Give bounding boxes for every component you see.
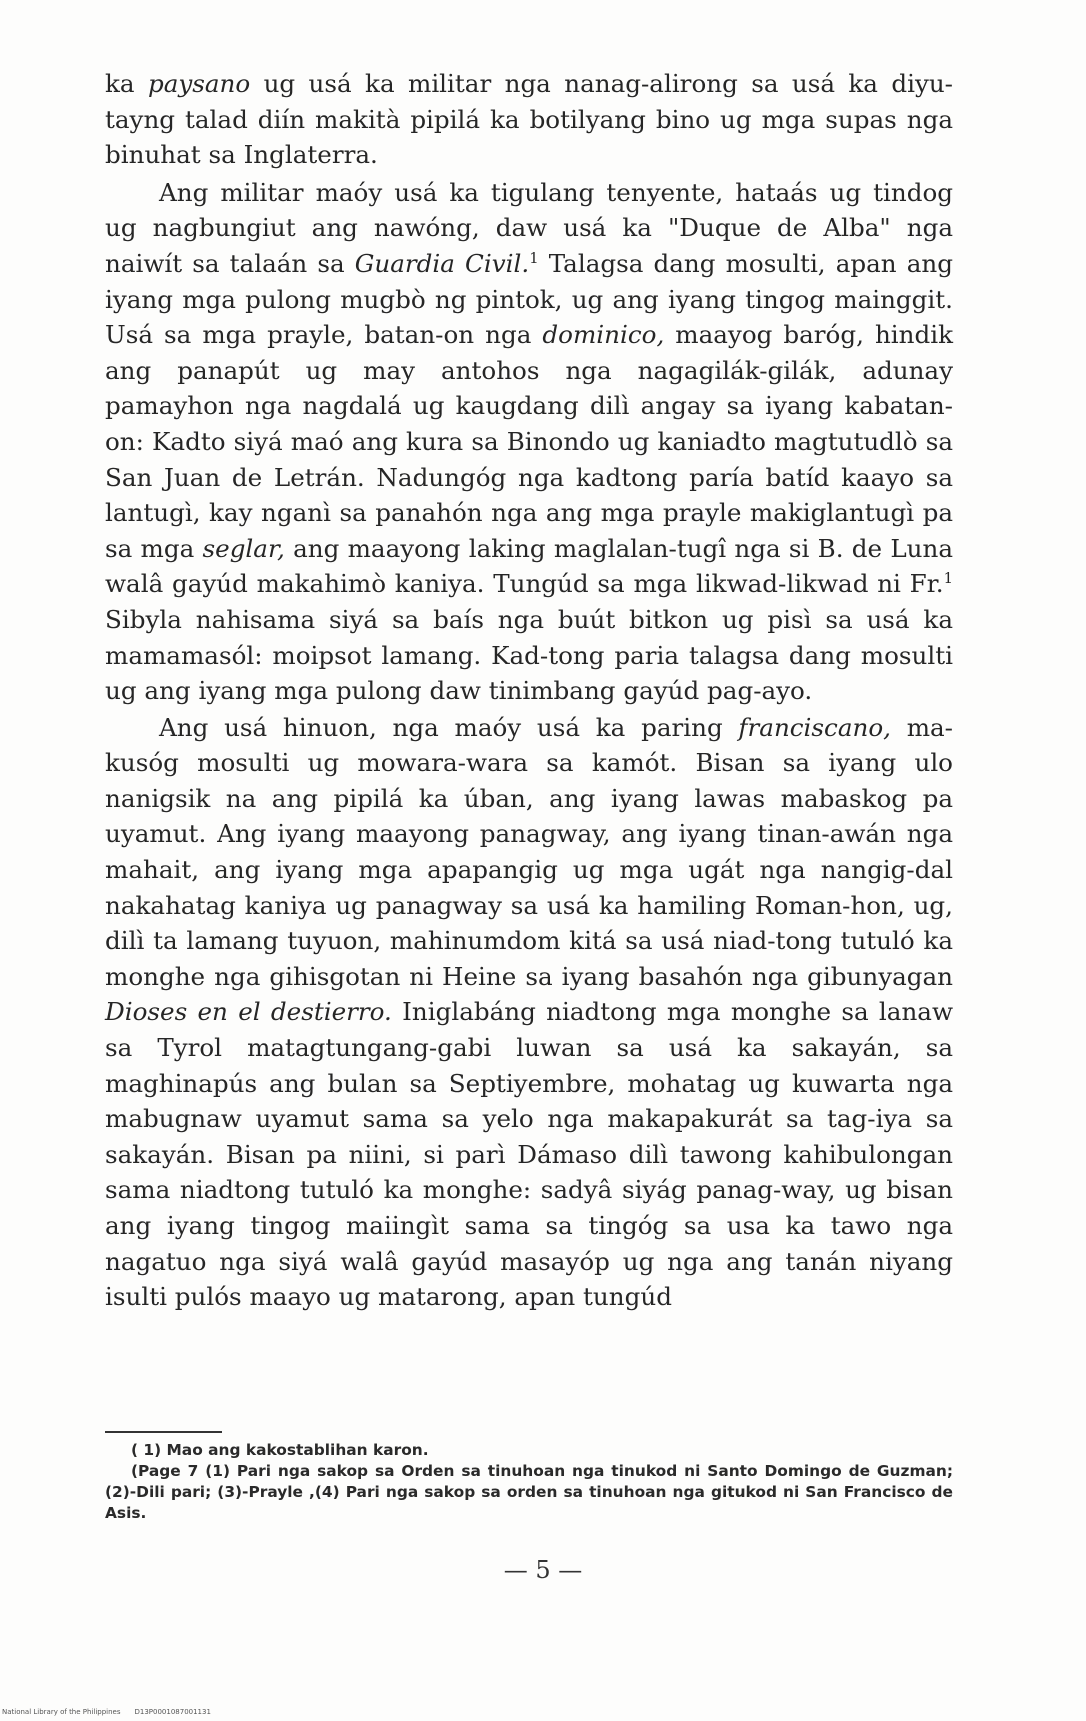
scan-code: D13P0001087001131 (134, 1708, 211, 1716)
text-run: ma-kusóg mosulti ug mowara-wara sa kamót. Bisan sa iyang ulo nanigsik na ang pipilá ka úban, ang iyang lawas mabaskog pa uyamut. Ang iyang maayong panagway, ang iyang tinan-awán nga mahait, ang iyang mga apapangig ug mga ugát nga nangig-dal nakahatag kaniya ug panagway sa usá ka hamiling Roman-hon, ug, dilì ta lamang tuyuon, mahinumdom kitá sa usá niad-tong tutuló ka monghe nga gihisgotan ni Heine sa iyang basahón nga gibunyagan (105, 712, 953, 991)
italic-term: seglar, (202, 533, 285, 563)
text-run: maayog baróg, hindik ang panapút ug may antohos nga nagagilák-gilák, adunay pamayhon nga nagdalá ug kaugdang dilì angay sa iyang kabatan-on: Kadto siyá maó ang kura sa Binondo ug kaniadto magtutudlò sa San Juan de Letrán. Nadungóg nga kadtong paría batíd kaayo sa lantugì, kay nganì sa panahón nga ang mga prayle makiglantugì pa sa mga (105, 320, 953, 563)
italic-term: franciscano, (738, 712, 891, 742)
italic-term: paysano (147, 69, 251, 98)
text-run: Talagsa dang mosulti, apan ang iyang mga pulong mugbò ng pintok, ug ang iyang tingog mainggit. Usá sa mga prayle, batan-on nga (105, 248, 954, 350)
italic-term: Dioses en el destierro. (105, 997, 392, 1027)
footnote-marker: 1 (943, 570, 953, 588)
text-run: ang maayong laking maglalan-tugî nga si B. de Luna walâ gayúd makahimò kaniya. Tungúd sa mga likwad-likwad ni Fr. (105, 533, 953, 599)
text-run: Sibyla nahisama siyá sa baís nga buút bitkon ug pisì sa usá ka mamamasól: moipsot lamang. Kad-tong paria talagsa dang mosulti ug ang iyang mga pulong daw tinimbang gayúd pag-ayo. (105, 604, 953, 706)
text-run: ka (105, 69, 148, 98)
footnote-2: (Page 7 (1) Pari nga sakop sa Orden sa tinuhoan nga tinukod ni Santo Domingo de Guzman; (2)-Dili pari; (3)-Prayle ,(4) Pari nga sakop sa orden sa tinuhoan nga gitukod ni San Francisco de Asis. (105, 1462, 953, 1522)
text-run: Ang militar maóy usá ka tigulang tenyente, hataás ug tindog ug nagbungiut ang nawóng, daw usá ka "Duque de Alba" nga naiwít sa talaán sa (105, 177, 953, 278)
paragraph-3 (105, 710, 953, 1315)
library-name: National Library of the Philippines (2, 1708, 121, 1716)
footnote-marker: 1 (529, 249, 539, 267)
italic-term: dominico, (542, 320, 665, 350)
text-run: Ang usá hinuon, nga maóy usá ka paring (159, 712, 739, 742)
footnotes (105, 1440, 953, 1524)
paragraph-2 (105, 175, 953, 709)
paragraph-1 (105, 66, 953, 173)
library-stamp (2, 1708, 211, 1717)
footnote-divider (105, 1431, 222, 1433)
text-run: ug usá ka militar nga nanag-alirong sa usá ka diyu-tayng talad diín makità pipilá ka botilyang bino ug mga supas nga binuhat sa Inglaterra. (105, 69, 953, 170)
page-number: — 5 — (503, 1556, 583, 1584)
text-run: Iniglabáng niadtong mga monghe sa lanaw sa Tyrol matagtungang-gabi luwan sa usá ka sakayán, sa maghinapús ang bulan sa Septiyembre, mohatag ug kuwarta nga mabugnaw uyamut sama sa yelo nga makapakurát sa tag-iya sa sakayán. Bisan pa niini, si parì Dámaso dilì tawong kahibulongan sama niadtong tutuló ka monghe: sadyâ siyág panag-way, ug bisan ang iyang tingog maiingìt sama sa tingóg sa usa ka tawo nga nagatuo nga siyá walâ gayúd masayóp ug nga ang tanán niyang isulti pulós maayo ug matarong, apan tungúd (105, 997, 953, 1312)
body-text (105, 66, 953, 1315)
italic-term: Guardia Civil. (354, 248, 530, 278)
footnote-1: ( 1) Mao ang kakostablihan karon. (131, 1441, 429, 1459)
